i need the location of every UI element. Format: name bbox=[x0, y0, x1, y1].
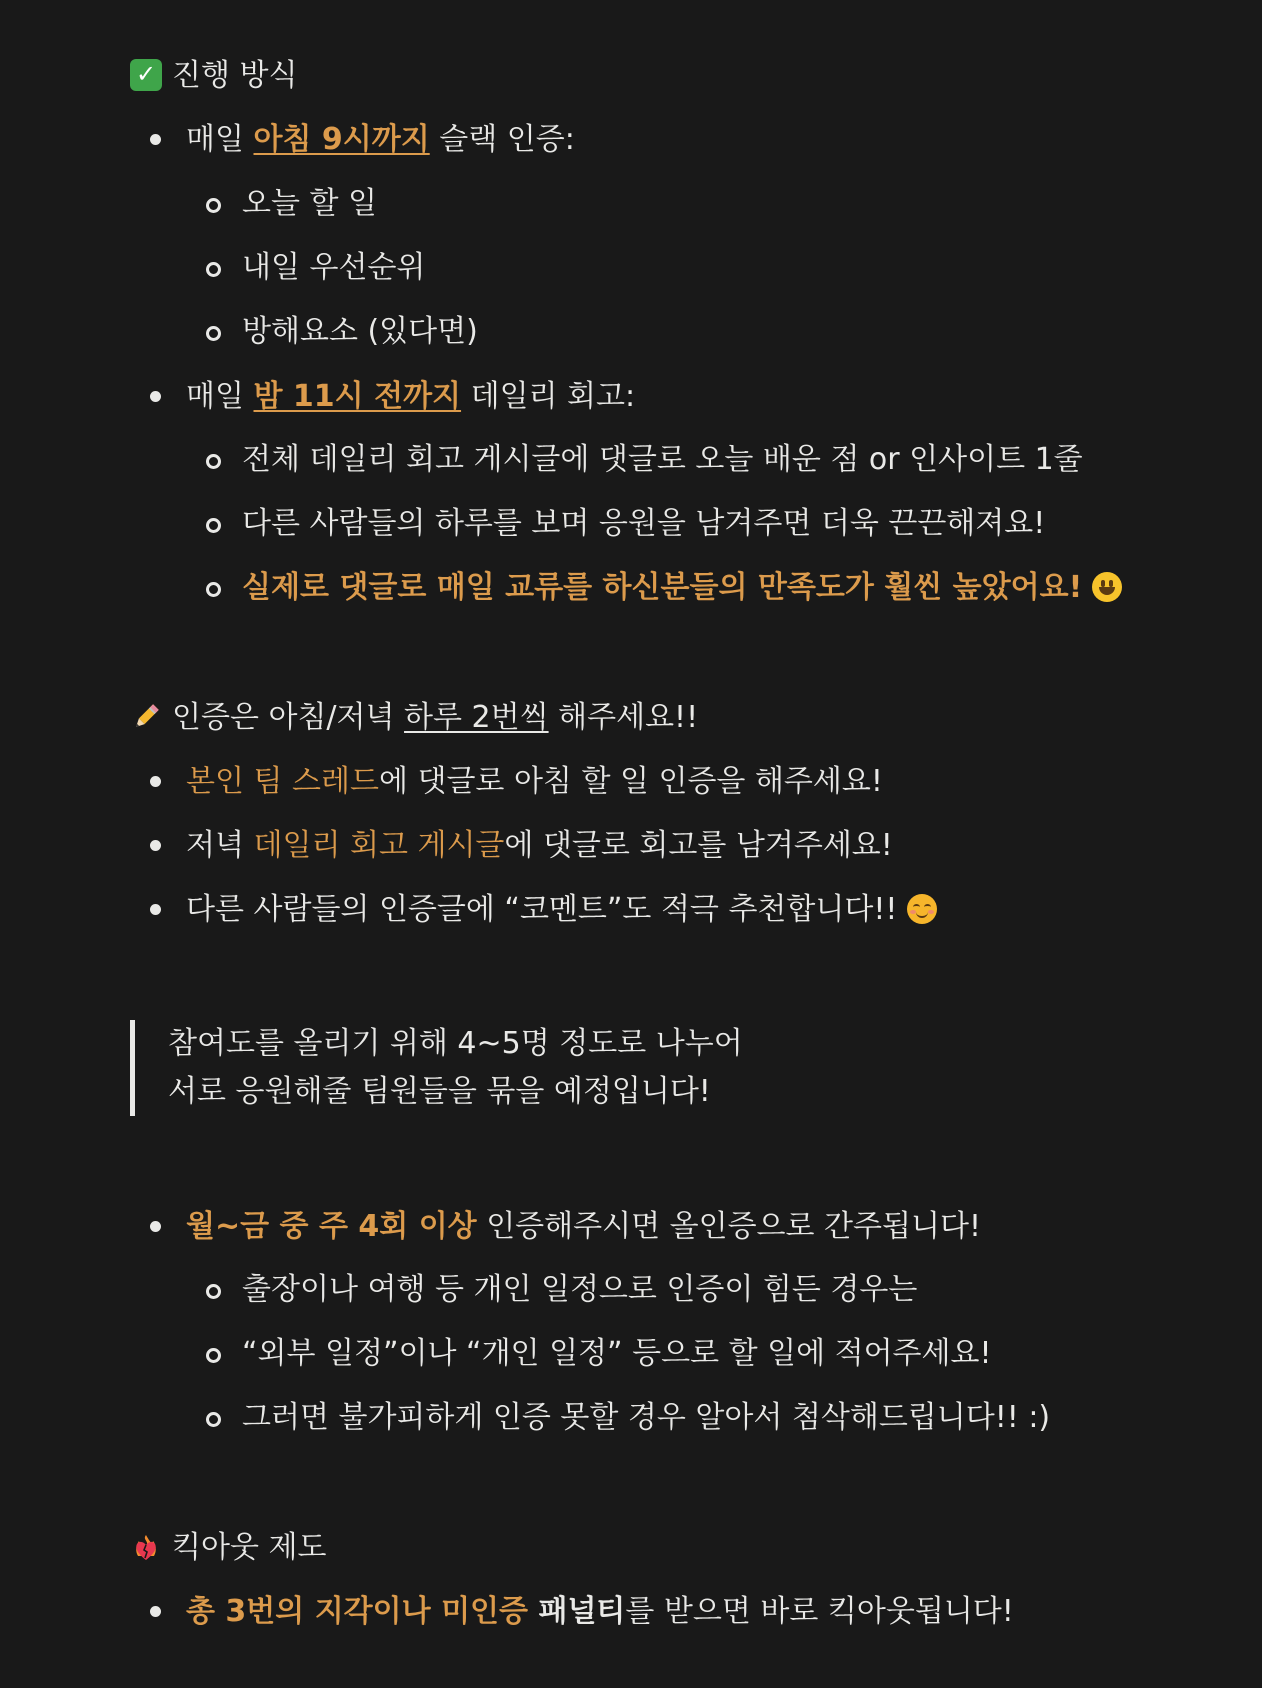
daily-review-highlight: 데일리 회고 게시글 bbox=[253, 827, 505, 863]
certification-heading: 인증은 아침/저녁 하루 2번씩 해주세요!! bbox=[130, 697, 698, 737]
bullet-dot-icon bbox=[150, 134, 161, 145]
pencil-icon bbox=[130, 701, 162, 733]
list-item: 내일 우선순위 bbox=[242, 249, 426, 285]
list-item-daily-review: 저녁 데일리 회고 게시글 에 댓글로 회고를 남겨주세요! bbox=[186, 827, 893, 863]
smiling-face-icon bbox=[907, 894, 937, 924]
broken-heart-fire-icon bbox=[130, 1531, 162, 1563]
bullet-ring-icon bbox=[206, 582, 221, 597]
evening-deadline: 밤 11시 전까지 bbox=[253, 378, 462, 414]
bullet-ring-icon bbox=[206, 1284, 221, 1299]
quote-block bbox=[130, 1020, 743, 1116]
kickout-heading bbox=[130, 1527, 326, 1567]
bullet-ring-icon bbox=[206, 1412, 221, 1427]
bullet-ring-icon bbox=[206, 326, 221, 341]
bullet-ring-icon bbox=[206, 518, 221, 533]
bullet-ring-icon bbox=[206, 454, 221, 469]
morning-deadline: 아침 9시까지 bbox=[253, 121, 430, 157]
list-item-comment: 다른 사람들의 인증글에 “코멘트”도 적극 추천합니다!! bbox=[186, 889, 937, 929]
bullet-dot-icon bbox=[150, 391, 161, 402]
list-item-full-cert: 월~금 중 주 4회 이상 인증해주시면 올인증으로 간주됩니다! bbox=[186, 1208, 981, 1244]
list-item: 전체 데일리 회고 게시글에 댓글로 오늘 배운 점 or 인사이트 1줄 bbox=[242, 441, 1083, 477]
list-item: 출장이나 여행 등 개인 일정으로 인증이 힘든 경우는 bbox=[242, 1271, 918, 1307]
bullet-ring-icon bbox=[206, 1348, 221, 1363]
list-item-team-thread: 본인 팀 스레드 에 댓글로 아침 할 일 인증을 해주세요! bbox=[186, 763, 883, 799]
grinning-face-icon bbox=[1092, 572, 1122, 602]
list-item: “외부 일정”이나 “개인 일정” 등으로 할 일에 적어주세요! bbox=[242, 1335, 992, 1371]
certification-frequency: 하루 2번씩 bbox=[404, 699, 549, 735]
process-heading-text: 진행 방식 bbox=[172, 57, 298, 93]
penalty-text: 패널티 bbox=[528, 1593, 626, 1629]
quote-line: 참여도를 올리기 위해 4~5명 정도로 나누어 bbox=[168, 1026, 743, 1061]
list-item-emphasis: 실제로 댓글로 매일 교류를 하신분들의 만족도가 훨씬 높았어요! bbox=[242, 567, 1122, 607]
list-item: 오늘 할 일 bbox=[242, 185, 377, 221]
list-item: 다른 사람들의 하루를 보며 응원을 남겨주면 더욱 끈끈해져요! bbox=[242, 505, 1046, 541]
list-item: 그러면 불가피하게 인증 못할 경우 알아서 첨삭해드립니다!! :) bbox=[242, 1399, 1051, 1435]
bullet-dot-icon bbox=[150, 1221, 161, 1232]
quote-line: 서로 응원해줄 팀원들을 묶을 예정입니다! bbox=[168, 1074, 711, 1109]
process-heading bbox=[130, 55, 297, 95]
team-thread-highlight: 본인 팀 스레드 bbox=[186, 763, 379, 799]
full-cert-highlight: 월~금 중 주 4회 이상 bbox=[186, 1208, 477, 1244]
bullet-dot-icon bbox=[150, 1606, 161, 1617]
kickout-highlight: 총 3번의 지각이나 미인증 bbox=[186, 1593, 529, 1629]
list-item: 방해요소 (있다면) bbox=[242, 313, 478, 349]
list-item-morning: 매일 아침 9시까지 슬랙 인증: bbox=[186, 121, 575, 157]
list-item-kickout-rule: 총 3번의 지각이나 미인증 패널티 를 받으면 바로 킥아웃됩니다! bbox=[186, 1593, 1014, 1629]
kickout-heading-text: 킥아웃 제도 bbox=[172, 1529, 327, 1565]
bullet-dot-icon bbox=[150, 776, 161, 787]
bullet-ring-icon bbox=[206, 198, 221, 213]
bullet-ring-icon bbox=[206, 262, 221, 277]
list-item-evening: 매일 밤 11시 전까지 데일리 회고: bbox=[186, 378, 636, 414]
bullet-dot-icon bbox=[150, 840, 161, 851]
check-mark-icon: ✓ bbox=[130, 59, 162, 91]
bullet-dot-icon bbox=[150, 904, 161, 915]
